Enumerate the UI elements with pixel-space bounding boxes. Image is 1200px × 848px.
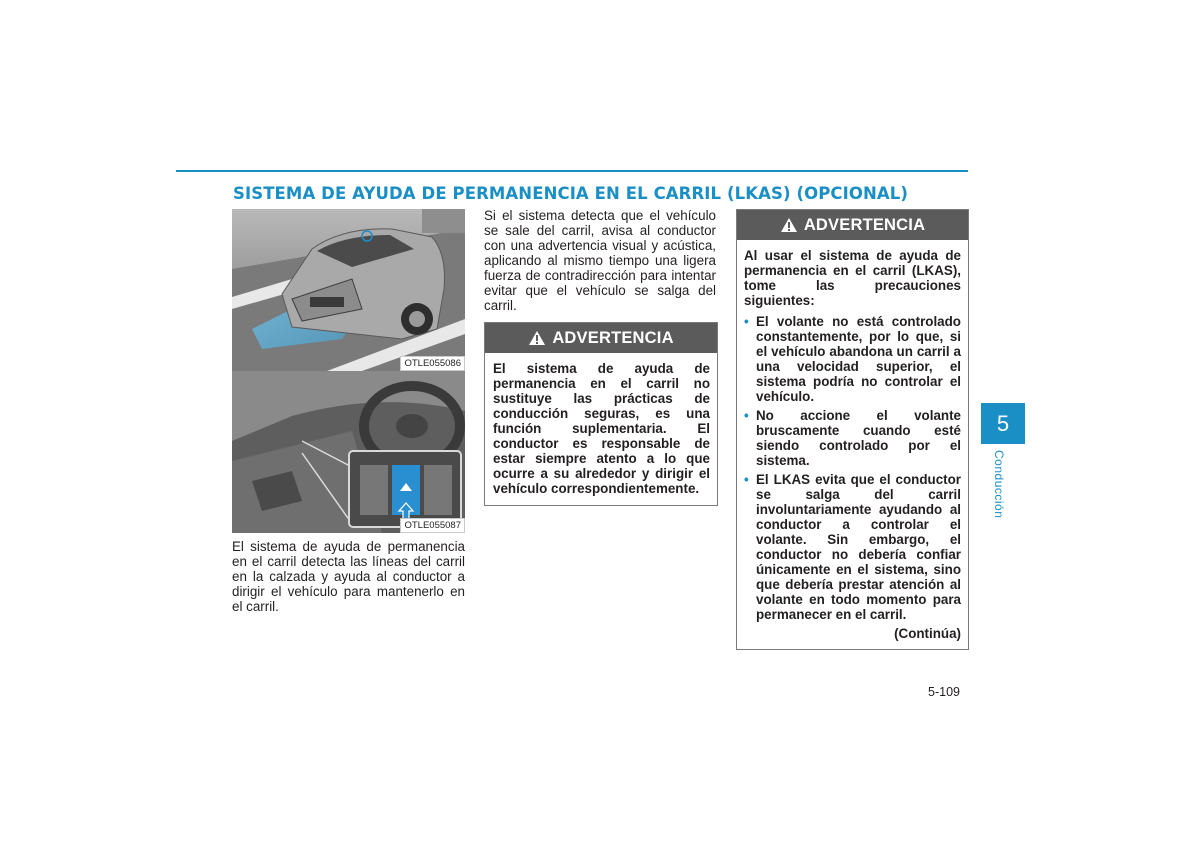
chapter-label: Conducción: [992, 450, 1006, 519]
page-number: 5-109: [928, 685, 960, 699]
warning-list: [744, 314, 961, 622]
figure-caption: OTLE055087: [400, 518, 465, 533]
warning-box: [736, 209, 969, 650]
warning-title: ADVERTENCIA: [552, 328, 674, 347]
figure-car-lane: [232, 209, 465, 371]
chapter-tab: 5: [981, 403, 1025, 444]
body-paragraph-lkas-warning: Si el sistema detecta que el vehículo se sale del carril, avisa al conductor con una advertencia visual y acústica, aplicando al mismo tiempo una ligera fuerza de contradirección para intentar evitar que el vehículo se salga del carril.: [484, 208, 716, 313]
header-rule: [176, 170, 968, 172]
warning-header: [737, 210, 968, 240]
figure-caption: OTLE055086: [400, 356, 465, 371]
warning-triangle-icon: [780, 217, 798, 233]
lkas-button-illustration: [232, 371, 465, 533]
figure-lkas-button: [232, 371, 465, 533]
warning-title: ADVERTENCIA: [803, 215, 926, 234]
warning-text: El sistema de ayuda de permanencia en el carril no sustituye las prácticas de conducción seguras, es una función suplementaria. El conductor es responsable de estar siempre atento a lo que ocurre a su alrededor y dirigir el vehículo correspondientemente.: [493, 361, 710, 496]
warning-header: [485, 323, 717, 353]
warning-intro: Al usar el sistema de ayuda de permanencia en el carril (LKAS), tome las precauciones siguientes:: [744, 248, 961, 308]
car-lane-keeping-illustration: [232, 209, 465, 371]
body-paragraph-lkas-intro: El sistema de ayuda de permanencia en el carril detecta las líneas del carril en la calzada y ayuda al conductor a dirigir el vehículo para mantenerlo en el carril.: [232, 539, 465, 614]
warning-triangle-icon: [528, 330, 546, 346]
section-title: SISTEMA DE AYUDA DE PERMANENCIA EN EL CARRIL (LKAS) (OPCIONAL): [233, 184, 909, 203]
warning-box: [484, 322, 718, 506]
list-item: • El LKAS evita que el conductor se salga del carril involuntariamente ayudando al conductor a controlar el volante. Sin embargo, el conductor no debería confiar únicamente en el sistema, sino que debería prestar atención al volante en todo momento para permanecer en el carril.: [744, 472, 961, 622]
chapter-label-container: [980, 450, 1020, 530]
list-item: • No accione el volante bruscamente cuando esté siendo controlado por el sistema.: [744, 408, 961, 468]
list-item: • El volante no está controlado constantemente, por lo que, si el vehículo abandona un carril a una velocidad superior, el sistema podría no controlar el vehículo.: [744, 314, 961, 404]
continues-label: (Continúa): [894, 626, 961, 641]
warning-content: [737, 240, 968, 649]
